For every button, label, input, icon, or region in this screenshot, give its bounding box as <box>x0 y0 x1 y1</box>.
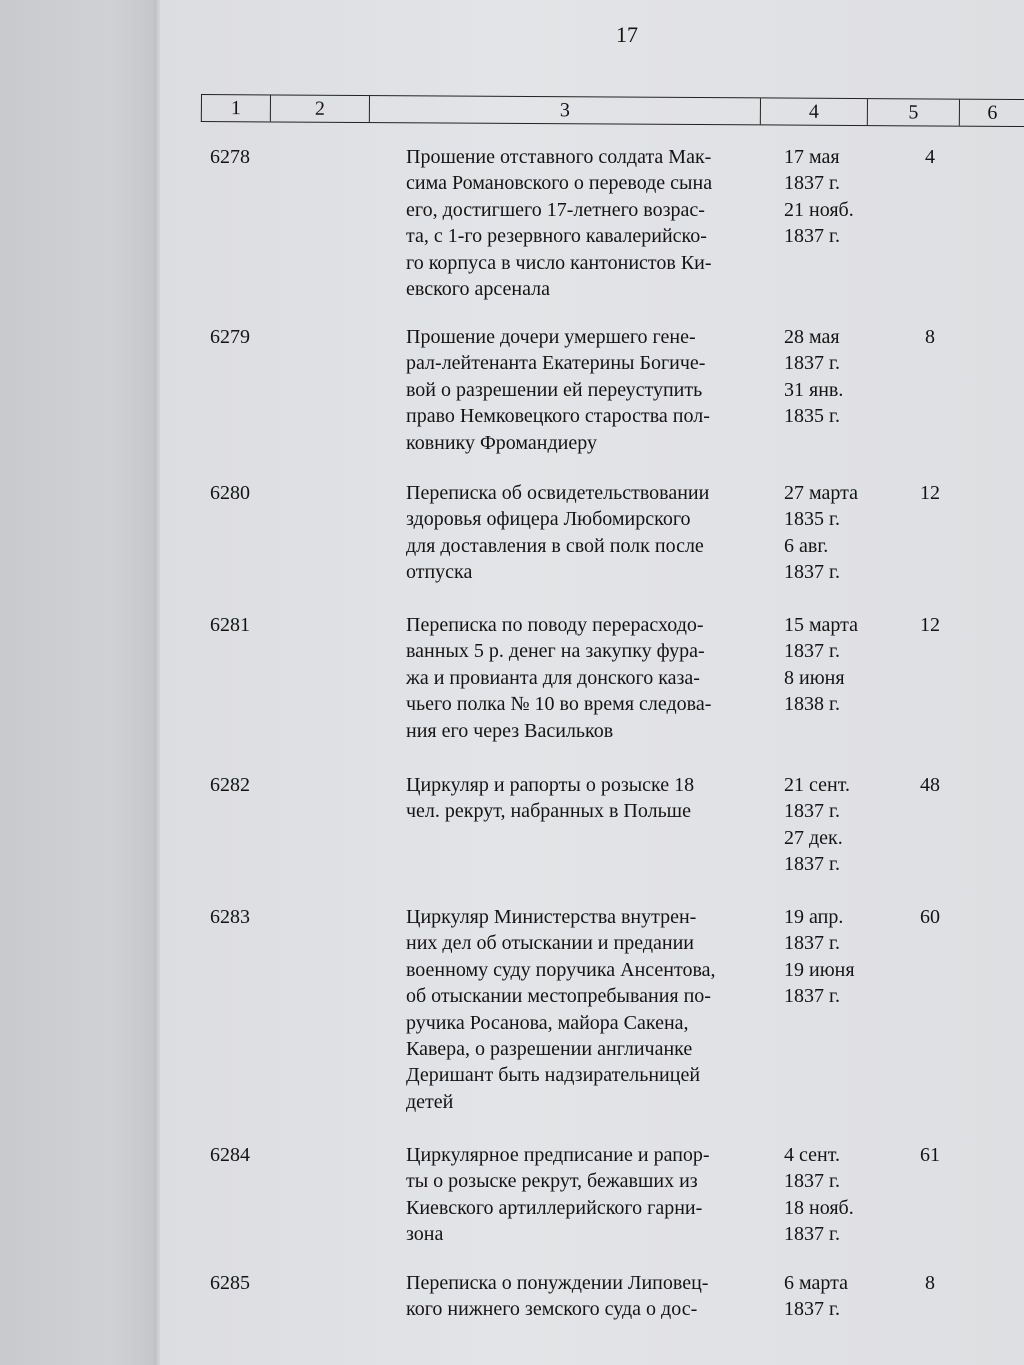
description-line: кого нижнего земского суда о дос- <box>406 1298 698 1321</box>
entry-sheet-count: 60 <box>920 906 940 928</box>
date-line: 1837 г. <box>784 1298 840 1321</box>
header-col-3: 3 <box>370 96 761 124</box>
description-line: ния его через Васильков <box>406 719 614 742</box>
entry-sheet-count: 4 <box>925 146 935 168</box>
entry-description <box>406 772 776 825</box>
entry-sheet-count: 61 <box>920 1144 940 1166</box>
entry-number: 6282 <box>210 774 250 796</box>
description-line: военному суду поручика Ансентова, <box>406 958 716 981</box>
entry-description <box>406 1142 776 1248</box>
page-number: 17 <box>616 22 638 47</box>
description-line: Циркуляр и рапорты о розыске 18 <box>406 774 695 796</box>
date-line: 1837 г. <box>784 352 840 375</box>
date-line: 1837 г. <box>784 853 840 876</box>
description-line: об отыскании местопребывания по- <box>406 985 711 1008</box>
description-line: Циркулярное предписание и рапор- <box>406 1144 710 1166</box>
description-line: Переписка о понуждении Липовец- <box>406 1272 709 1294</box>
entry-sheet-count: 12 <box>920 614 940 636</box>
entry-number: 6279 <box>210 326 250 348</box>
description-line: жа и провианта для донского каза- <box>406 666 700 689</box>
date-line: 19 июня <box>784 958 855 981</box>
entry-dates <box>784 1142 854 1248</box>
date-line: 21 нояб. <box>784 198 854 221</box>
date-line: 18 нояб. <box>784 1196 854 1219</box>
date-line: 8 июня <box>784 666 845 689</box>
description-line: Киевского артиллерийского гарни- <box>406 1196 703 1219</box>
date-line: 19 апр. <box>784 906 844 928</box>
description-line: вой о разрешении ей переуступить <box>406 378 703 401</box>
description-line: детей <box>406 1090 454 1113</box>
entry-number: 6280 <box>210 482 250 504</box>
description-line: его, достигшего 17-летнего возрас- <box>406 198 705 221</box>
entry-sheet-count: 8 <box>925 326 935 348</box>
date-line: 1837 г. <box>784 172 840 195</box>
date-line: 1837 г. <box>784 640 840 663</box>
date-line: 15 марта <box>784 614 858 636</box>
description-line: го корпуса в число кантонистов Ки- <box>406 251 712 274</box>
entry-dates <box>784 772 850 878</box>
column-number-header <box>201 94 1024 127</box>
entry-dates <box>784 1270 848 1323</box>
description-line: них дел об отыскании и предании <box>406 932 694 955</box>
description-line: для доставления в свой полк после <box>406 534 704 557</box>
date-line: 31 янв. <box>784 378 844 401</box>
header-col-2: 2 <box>271 95 370 122</box>
date-line: 1837 г. <box>784 800 840 823</box>
date-line: 1838 г. <box>784 693 840 716</box>
description-line: Прошение дочери умершего гене- <box>406 326 696 348</box>
description-line: та, с 1-го резервного кавалерийско- <box>406 225 707 248</box>
entry-dates <box>784 480 858 586</box>
date-line: 1837 г. <box>784 1170 840 1193</box>
description-line: Переписка об освидетельствовании <box>406 482 710 504</box>
description-line: Переписка по поводу перерасходо- <box>406 614 704 636</box>
entry-number: 6283 <box>210 906 250 928</box>
entry-number: 6284 <box>210 1144 250 1166</box>
entry-description <box>406 324 776 456</box>
entry-number: 6285 <box>210 1272 250 1294</box>
description-line: Кавера, о разрешении англичанке <box>406 1038 693 1061</box>
description-line: сима Романовского о переводе сына <box>406 172 713 195</box>
entry-dates <box>784 144 854 250</box>
entry-dates <box>784 324 843 430</box>
entry-description <box>406 904 776 1115</box>
date-line: 1835 г. <box>784 508 840 531</box>
description-line: ванных 5 р. денег на закупку фура- <box>406 640 705 663</box>
date-line: 28 мая <box>784 326 840 348</box>
date-line: 1835 г. <box>784 405 840 428</box>
entry-number: 6281 <box>210 614 250 636</box>
entry-sheet-count: 48 <box>920 774 940 796</box>
description-line: зона <box>406 1223 444 1246</box>
entry-description <box>406 1270 776 1323</box>
entry-description <box>406 144 776 302</box>
date-line: 4 сент. <box>784 1144 840 1166</box>
header-col-5: 5 <box>868 99 960 126</box>
date-line: 1837 г. <box>784 1223 840 1246</box>
entry-number: 6278 <box>210 146 250 168</box>
description-line: чел. рекрут, набранных в Польше <box>406 800 691 823</box>
date-line: 1837 г. <box>784 225 840 248</box>
description-line: чьего полка № 10 во время следова- <box>406 693 712 716</box>
description-line: евского арсенала <box>406 278 550 301</box>
header-col-4: 4 <box>761 98 868 125</box>
date-line: 6 марта <box>784 1272 848 1294</box>
entry-dates <box>784 612 858 718</box>
date-line: 6 авг. <box>784 534 829 557</box>
description-line: Деришант быть надзирательницей <box>406 1064 701 1087</box>
date-line: 17 мая <box>784 146 840 168</box>
date-line: 27 дек. <box>784 826 843 849</box>
description-line: отпуска <box>406 561 473 584</box>
description-line: право Немковецкого староства пол- <box>406 405 710 428</box>
entry-dates <box>784 904 855 1010</box>
date-line: 1837 г. <box>784 561 840 584</box>
header-col-6: 6 <box>987 101 998 124</box>
entry-description <box>406 612 776 744</box>
header-col-1: 1 <box>202 95 271 121</box>
date-line: 1837 г. <box>784 985 840 1008</box>
facing-page-edge <box>0 0 160 1365</box>
date-line: 27 марта <box>784 482 858 504</box>
entry-sheet-count: 12 <box>920 482 940 504</box>
date-line: 21 сент. <box>784 774 850 796</box>
date-line: 1837 г. <box>784 932 840 955</box>
description-line: Прошение отставного солдата Мак- <box>406 146 712 168</box>
entry-sheet-count: 8 <box>925 1272 935 1294</box>
description-line: ты о розыске рекрут, бежавших из <box>406 1170 698 1193</box>
description-line: ручика Росанова, майора Сакена, <box>406 1011 689 1034</box>
description-line: здоровья офицера Любомирского <box>406 508 691 531</box>
description-line: рал-лейтенанта Екатерины Богиче- <box>406 352 706 375</box>
description-line: Циркуляр Министерства внутрен- <box>406 906 697 928</box>
entry-description <box>406 480 776 586</box>
description-line: ковнику Фромандиеру <box>406 431 597 454</box>
